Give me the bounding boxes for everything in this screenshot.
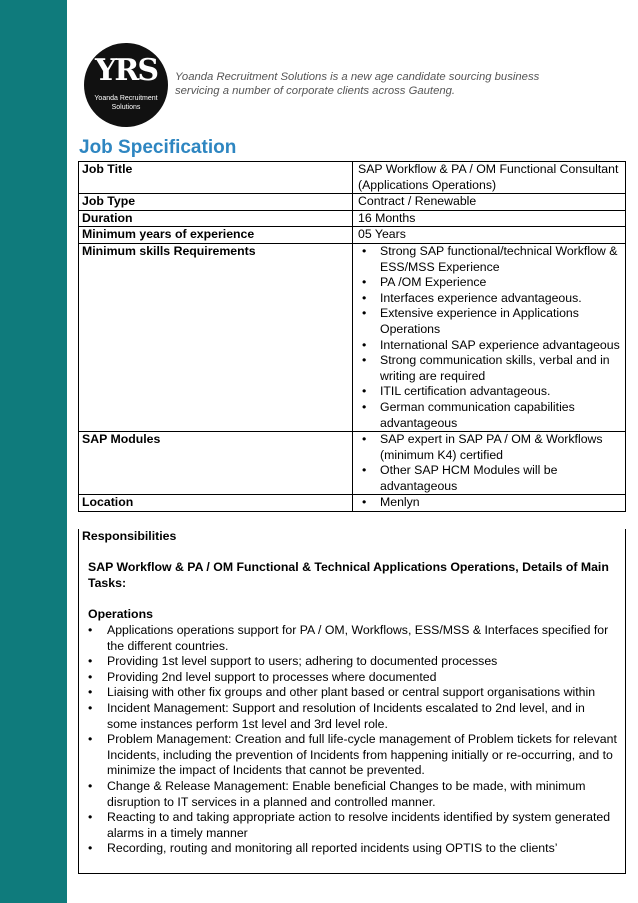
job-type-label: Job Type	[79, 194, 353, 211]
experience-value: 05 Years	[353, 227, 626, 244]
details-heading: SAP Workflow & PA / OM Functional & Technical Applications Operations, Details of Main Tasks:	[88, 560, 609, 590]
row-experience	[79, 227, 626, 244]
list-item: • Strong SAP functional/technical Workflow & ESS/MSS Experience	[358, 244, 621, 275]
list-item: • Reacting to and taking appropriate action to resolve incidents identified by system generated alarms in a timely manner	[82, 810, 618, 841]
list-item: • Extensive experience in Applications Operations	[358, 306, 621, 337]
list-item: • International SAP experience advantageous	[358, 338, 621, 354]
list-item: • Liaising with other fix groups and other plant based or central support organisations within	[82, 685, 618, 701]
row-job-title	[79, 162, 626, 194]
list-item: • Applications operations support for PA / OM, Workflows, ESS/MSS & Interfaces specified for the different countries.	[82, 623, 618, 654]
duration-value: 16 Months	[353, 210, 626, 227]
responsibilities-label: Responsibilities	[82, 529, 177, 543]
experience-label: Minimum years of experience	[79, 227, 353, 244]
list-item: • Menlyn	[358, 495, 621, 511]
job-title-value: SAP Workflow & PA / OM Functional Consultant (Applications Operations)	[353, 162, 626, 194]
company-logo	[84, 43, 168, 127]
list-item: • ITIL certification advantageous.	[358, 384, 621, 400]
list-item: • Change & Release Management: Enable beneficial Changes to be made, with minimum disruption to IT services in a planned and controlled manner.	[82, 779, 618, 810]
location-label: Location	[79, 495, 353, 512]
list-item: • Interfaces experience advantageous.	[358, 291, 621, 307]
operations-heading: Operations	[88, 607, 153, 621]
sap-modules-list	[358, 432, 625, 494]
page-title: Job Specification	[79, 137, 237, 158]
row-sap-modules	[79, 432, 626, 495]
list-item: • SAP expert in SAP PA / OM & Workflows (minimum K4) certified	[358, 432, 621, 463]
job-spec-table	[78, 161, 626, 512]
row-skills	[79, 243, 626, 431]
company-tagline: Yoanda Recruitment Solutions is a new age candidate sourcing business servicing a number of corporate clients across Gauteng.	[175, 71, 540, 97]
row-duration	[79, 210, 626, 227]
job-title-label: Job Title	[79, 162, 353, 194]
operations-list	[82, 623, 618, 857]
logo-company-name: Yoanda Recruitment Solutions	[94, 95, 158, 111]
list-item: • Providing 1st level support to users; adhering to documented processes	[82, 654, 618, 670]
duration-label: Duration	[79, 210, 353, 227]
skills-list	[358, 244, 625, 431]
logo-mark: YRS	[94, 53, 157, 88]
location-list	[358, 495, 625, 511]
side-accent-bar	[0, 0, 67, 903]
list-item: • Strong communication skills, verbal and in writing are required	[358, 353, 621, 384]
row-job-type	[79, 194, 626, 211]
list-item: • German communication capabilities advantageous	[358, 400, 621, 431]
list-item: • Other SAP HCM Modules will be advantageous	[358, 463, 621, 494]
list-item: • Recording, routing and monitoring all reported incidents using OPTIS to the clients’	[82, 841, 618, 857]
list-item: • PA /OM Experience	[358, 275, 621, 291]
sap-modules-label: SAP Modules	[79, 432, 353, 495]
list-item: • Incident Management: Support and resolution of Incidents escalated to 2nd level, and in some instances perform 1st level and 3rd level role.	[82, 701, 618, 732]
row-location	[79, 495, 626, 512]
list-item: • Providing 2nd level support to processes where documented	[82, 670, 618, 686]
responsibilities-section	[78, 529, 626, 874]
list-item: • Problem Management: Creation and full life-cycle management of Problem tickets for relevant Incidents, including the prevention of Incidents from happening initially or re-occurring, and to minimize the impact of Incidents that cannot be prevented.	[82, 732, 618, 779]
job-type-value: Contract / Renewable	[353, 194, 626, 211]
skills-label: Minimum skills Requirements	[79, 243, 353, 431]
